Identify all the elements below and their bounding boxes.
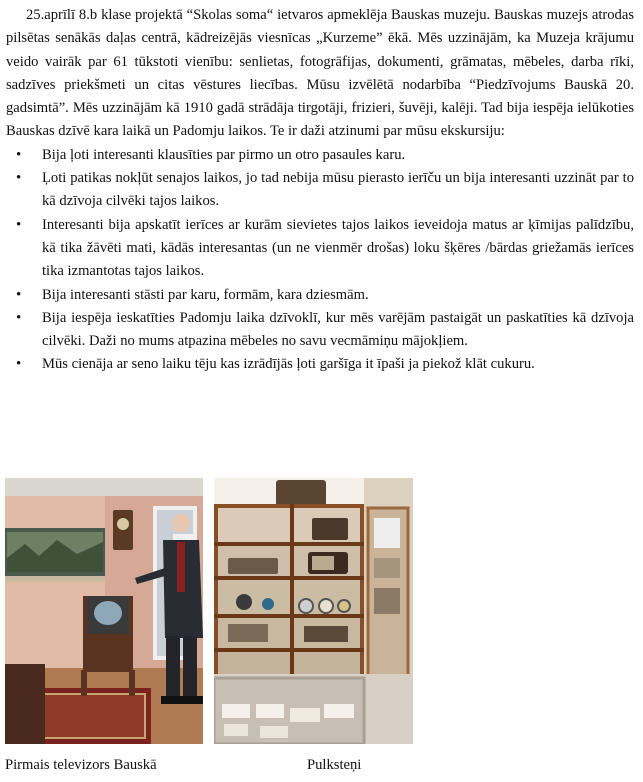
list-item: • Mūs cienāja ar seno laiku tēju kas izrādījās ļoti garšīga it īpaši ja piekož klāt cukuru. [6, 353, 634, 376]
television-caption: Pirmais televizors Bauskā [5, 757, 157, 773]
clocks-photo [214, 478, 413, 744]
television-photo [5, 478, 203, 744]
list-item: • Bija iespēja ieskatīties Padomju laika dzīvoklī, kur mēs varējām pastaigāt un paskatīties kā dzīvoja cilvēki. Daži no mums atpazina mēbeles no savu vecmāmiņu mājokļiem. [6, 307, 634, 354]
list-item: • Bija interesanti stāsti par karu, formām, kara dziesmām. [6, 284, 634, 307]
clocks-caption: Pulksteņi [307, 757, 362, 773]
list-item: • Ļoti patikas nokļūt senajos laikos, jo tad nebija mūsu pierasto ierīču un bija interesanti uzzināt par to kā dzīvoja cilvēki tajos laikos. [6, 167, 634, 214]
article-body [6, 4, 634, 377]
list-item: • Bija ļoti interesanti klausīties par pirmo un otro pasaules karu. [6, 144, 634, 167]
intro-paragraph: 25.aprīlī 8.b klase projektā “Skolas soma“ ietvaros apmeklēja Bauskas muzeju. Bauskas muzejs atrodas pilsētas senākās daļas centrā, kādreizējās viesnīcas „Kurzeme” ēkā. Mēs uzzinājām, ka Muzeja krājumu veido vairāk par 61 tūkstoti vienību: senlietas, fotogrāfijas, dokumenti, grāmatas, mēbeles, darba rīki, sadzīves priekšmeti un citas vēstures liecības. Mūsu izvēlētā nodarbība “Piedzīvojums Bauskā 20. gadsimtā”. Mēs uzzinājām kā 1910 gadā strādāja tirgotāji, frizieri, šuvēji, kalēji. Tad bija iespēja ielūkoties Bauskas dzīvē kara laikā un Padomju laikos. Te ir daži atzinumi par mūsu ekskursiju: [6, 7, 634, 140]
impressions-list [6, 144, 634, 377]
list-item: • Interesanti bija apskatīt ierīces ar kurām sievietes tajos laikos ieveidoja matus ar ķīmijas palīdzību, kā tika žāvēti mati, kādās interesantas (un ne vienmēr drošas) loku šķēres /bārdas griežamās ierīces tika izmantotas tajos laikos. [6, 214, 634, 284]
